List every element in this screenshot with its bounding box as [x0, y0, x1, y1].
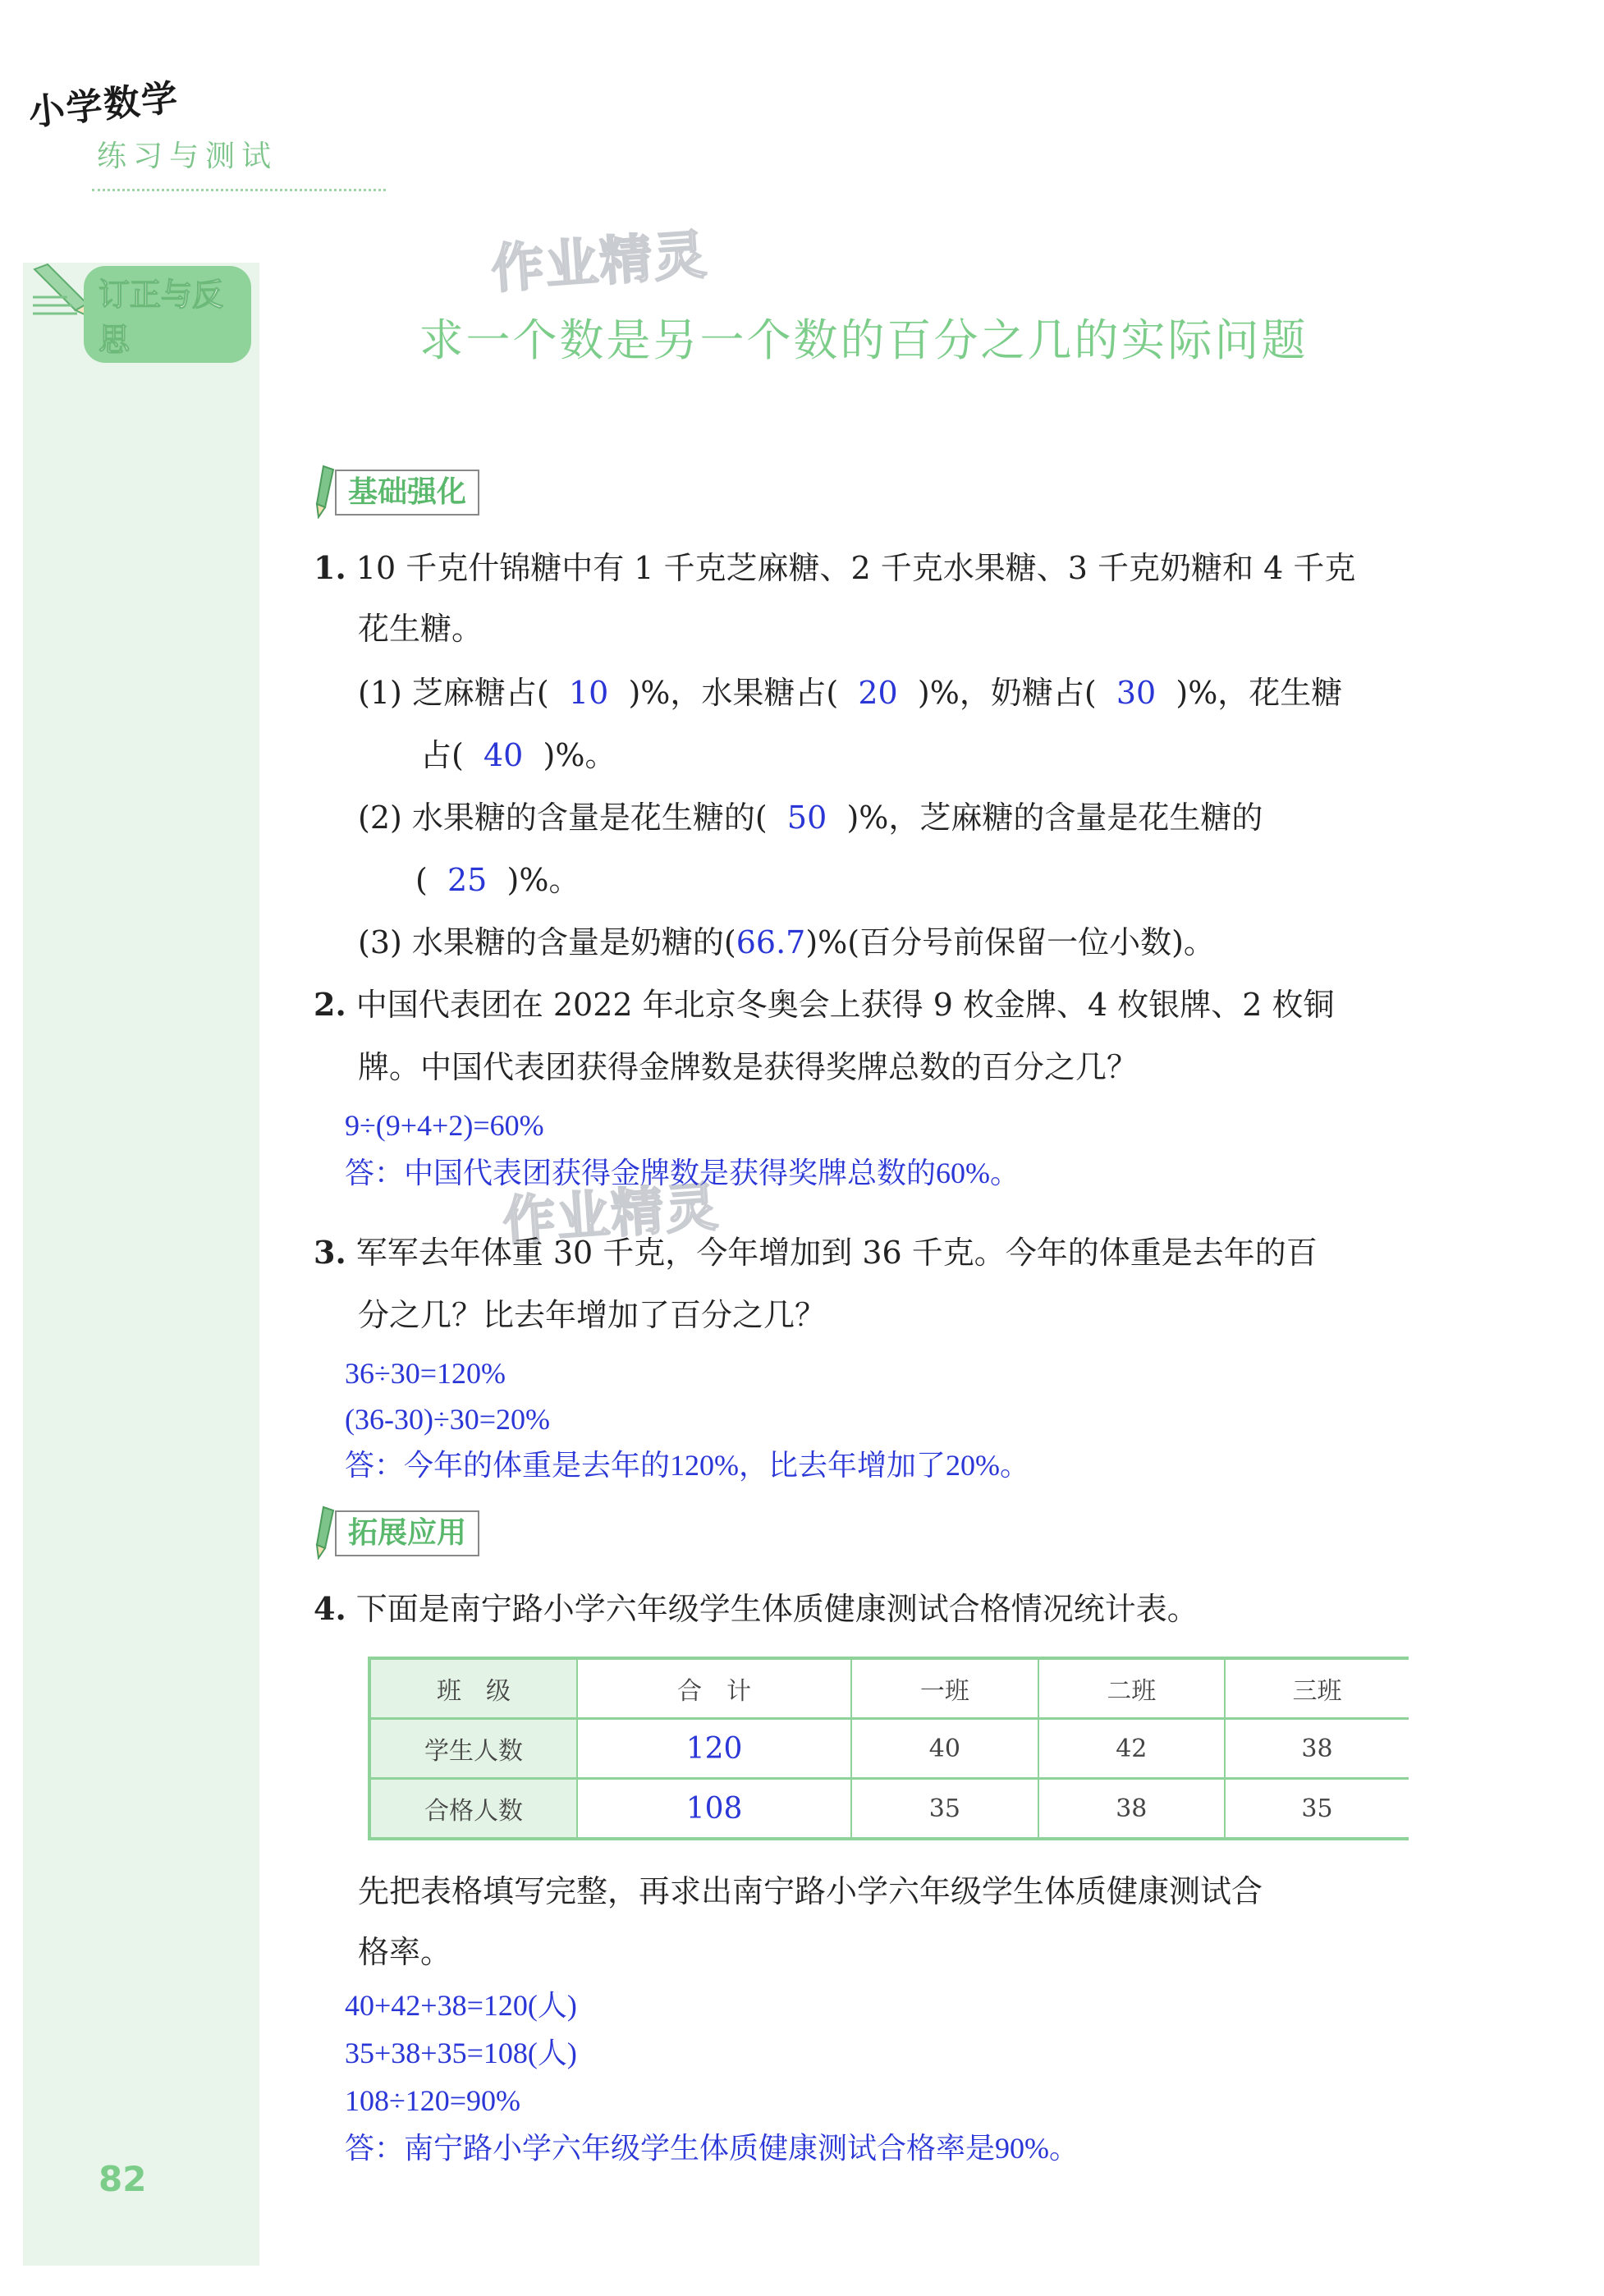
sidebar-label-text: 订正与反思: [84, 266, 251, 363]
watermark-middle: 作业精灵: [501, 1176, 722, 1253]
q3-answer-line3: 答：今年的体重是去年的120%，比去年增加了20%。: [345, 1449, 1029, 1482]
answer-sesame: 10: [568, 675, 609, 711]
page-number: 82: [99, 2159, 147, 2199]
lesson-title: 求一个数是另一个数的百分之几的实际问题: [419, 314, 1308, 366]
cell-students-total: 120: [577, 1719, 851, 1779]
cell-students-class1: 40: [851, 1719, 1038, 1779]
header-class3: 三班: [1225, 1658, 1409, 1719]
q2-answer-line2: 答：中国代表团获得金牌数是获得奖牌总数的60%。: [345, 1157, 1020, 1189]
watermark-top: 作业精灵: [489, 224, 710, 301]
answer-fruit-vs-peanut: 50: [786, 800, 827, 836]
q1-part1: (1) 芝麻糖占( 10 )%，水果糖占( 20 )%，奶糖占( 30 )%，花生糖: [358, 675, 1343, 711]
cell-students-class2: 42: [1038, 1719, 1225, 1779]
answer-fruit: 20: [858, 675, 898, 711]
cell-qualified-class1: 35: [851, 1779, 1038, 1840]
row-label-students: 学生人数: [369, 1719, 577, 1779]
header-class2: 二班: [1038, 1658, 1225, 1719]
q4-answer-line1: 40+42+38=120(人): [345, 1989, 577, 2022]
cell-qualified-class2: 38: [1038, 1779, 1225, 1840]
q1-part2: (2) 水果糖的含量是花生糖的( 50 )%，芝麻糖的含量是花生糖的: [358, 800, 1263, 836]
book-subtitle: 练习与测试: [97, 140, 278, 173]
section-extend-label: 拓展应用: [335, 1510, 479, 1556]
section-basic-label: 基础强化: [335, 470, 479, 516]
q4-stem: 4. 下面是南宁路小学六年级学生体质健康测试合格情况统计表。: [314, 1590, 1198, 1627]
header-total: 合 计: [577, 1658, 851, 1719]
q1-part1-cont: 占( 40 )%。: [420, 737, 616, 773]
table-header-row: [369, 1658, 1409, 1719]
book-title: 小学数学: [26, 76, 181, 135]
answer-peanut: 40: [483, 737, 524, 773]
cell-qualified-total: 108: [577, 1779, 851, 1840]
q2-answer-line1: 9÷(9+4+2)=60%: [345, 1109, 544, 1142]
table-row: [369, 1779, 1409, 1840]
answer-fruit-vs-milk: 66.7: [736, 924, 806, 960]
correction-sidebar: [23, 263, 259, 2266]
q3-stem-line1: 3. 军军去年体重 30 千克，今年增加到 36 千克。今年的体重是去年的百: [314, 1234, 1318, 1271]
q4-answer-line3: 108÷120=90%: [345, 2084, 521, 2117]
row-label-qualified: 合格人数: [369, 1779, 577, 1840]
q3-answer-line1: 36÷30=120%: [345, 1357, 506, 1390]
q4-answer-line2: 35+38+35=108(人): [345, 2037, 577, 2069]
table-row: [369, 1719, 1409, 1779]
q4-answer-line4: 答：南宁路小学六年级学生体质健康测试合格率是90%。: [345, 2132, 1079, 2165]
header-class1: 一班: [851, 1658, 1038, 1719]
q4-instruction-line1: 先把表格填写完整，再求出南宁路小学六年级学生体质健康测试合: [358, 1873, 1263, 1909]
cell-students-class3: 38: [1225, 1719, 1409, 1779]
answer-sesame-vs-peanut: 25: [447, 862, 488, 898]
header-divider: [92, 189, 386, 191]
answer-milk: 30: [1116, 675, 1157, 711]
cell-qualified-class3: 35: [1225, 1779, 1409, 1840]
q1-part3: (3) 水果糖的含量是奶糖的(66.7)%(百分号前保留一位小数)。: [358, 924, 1215, 960]
q1-stem-line2: 花生糖。: [358, 611, 483, 647]
q4-instruction-line2: 格率。: [358, 1934, 452, 1970]
q3-answer-line2: (36-30)÷30=20%: [345, 1403, 551, 1436]
fitness-stats-table: [368, 1657, 1409, 1840]
q3-stem-line2: 分之几？比去年增加了百分之几？: [358, 1297, 827, 1333]
q2-stem-line2: 牌。中国代表团获得金牌数是获得奖牌总数的百分之几？: [358, 1049, 1139, 1085]
q2-stem-line1: 2. 中国代表团在 2022 年北京冬奥会上获得 9 枚金牌、4 枚银牌、2 枚铜: [314, 986, 1335, 1023]
header-class: 班 级: [369, 1658, 577, 1719]
q1-stem-line1: 1. 10 千克什锦糖中有 1 千克芝麻糖、2 千克水果糖、3 千克奶糖和 4 千克: [314, 549, 1356, 586]
q1-part2-cont: ( 25 )%。: [415, 862, 580, 898]
